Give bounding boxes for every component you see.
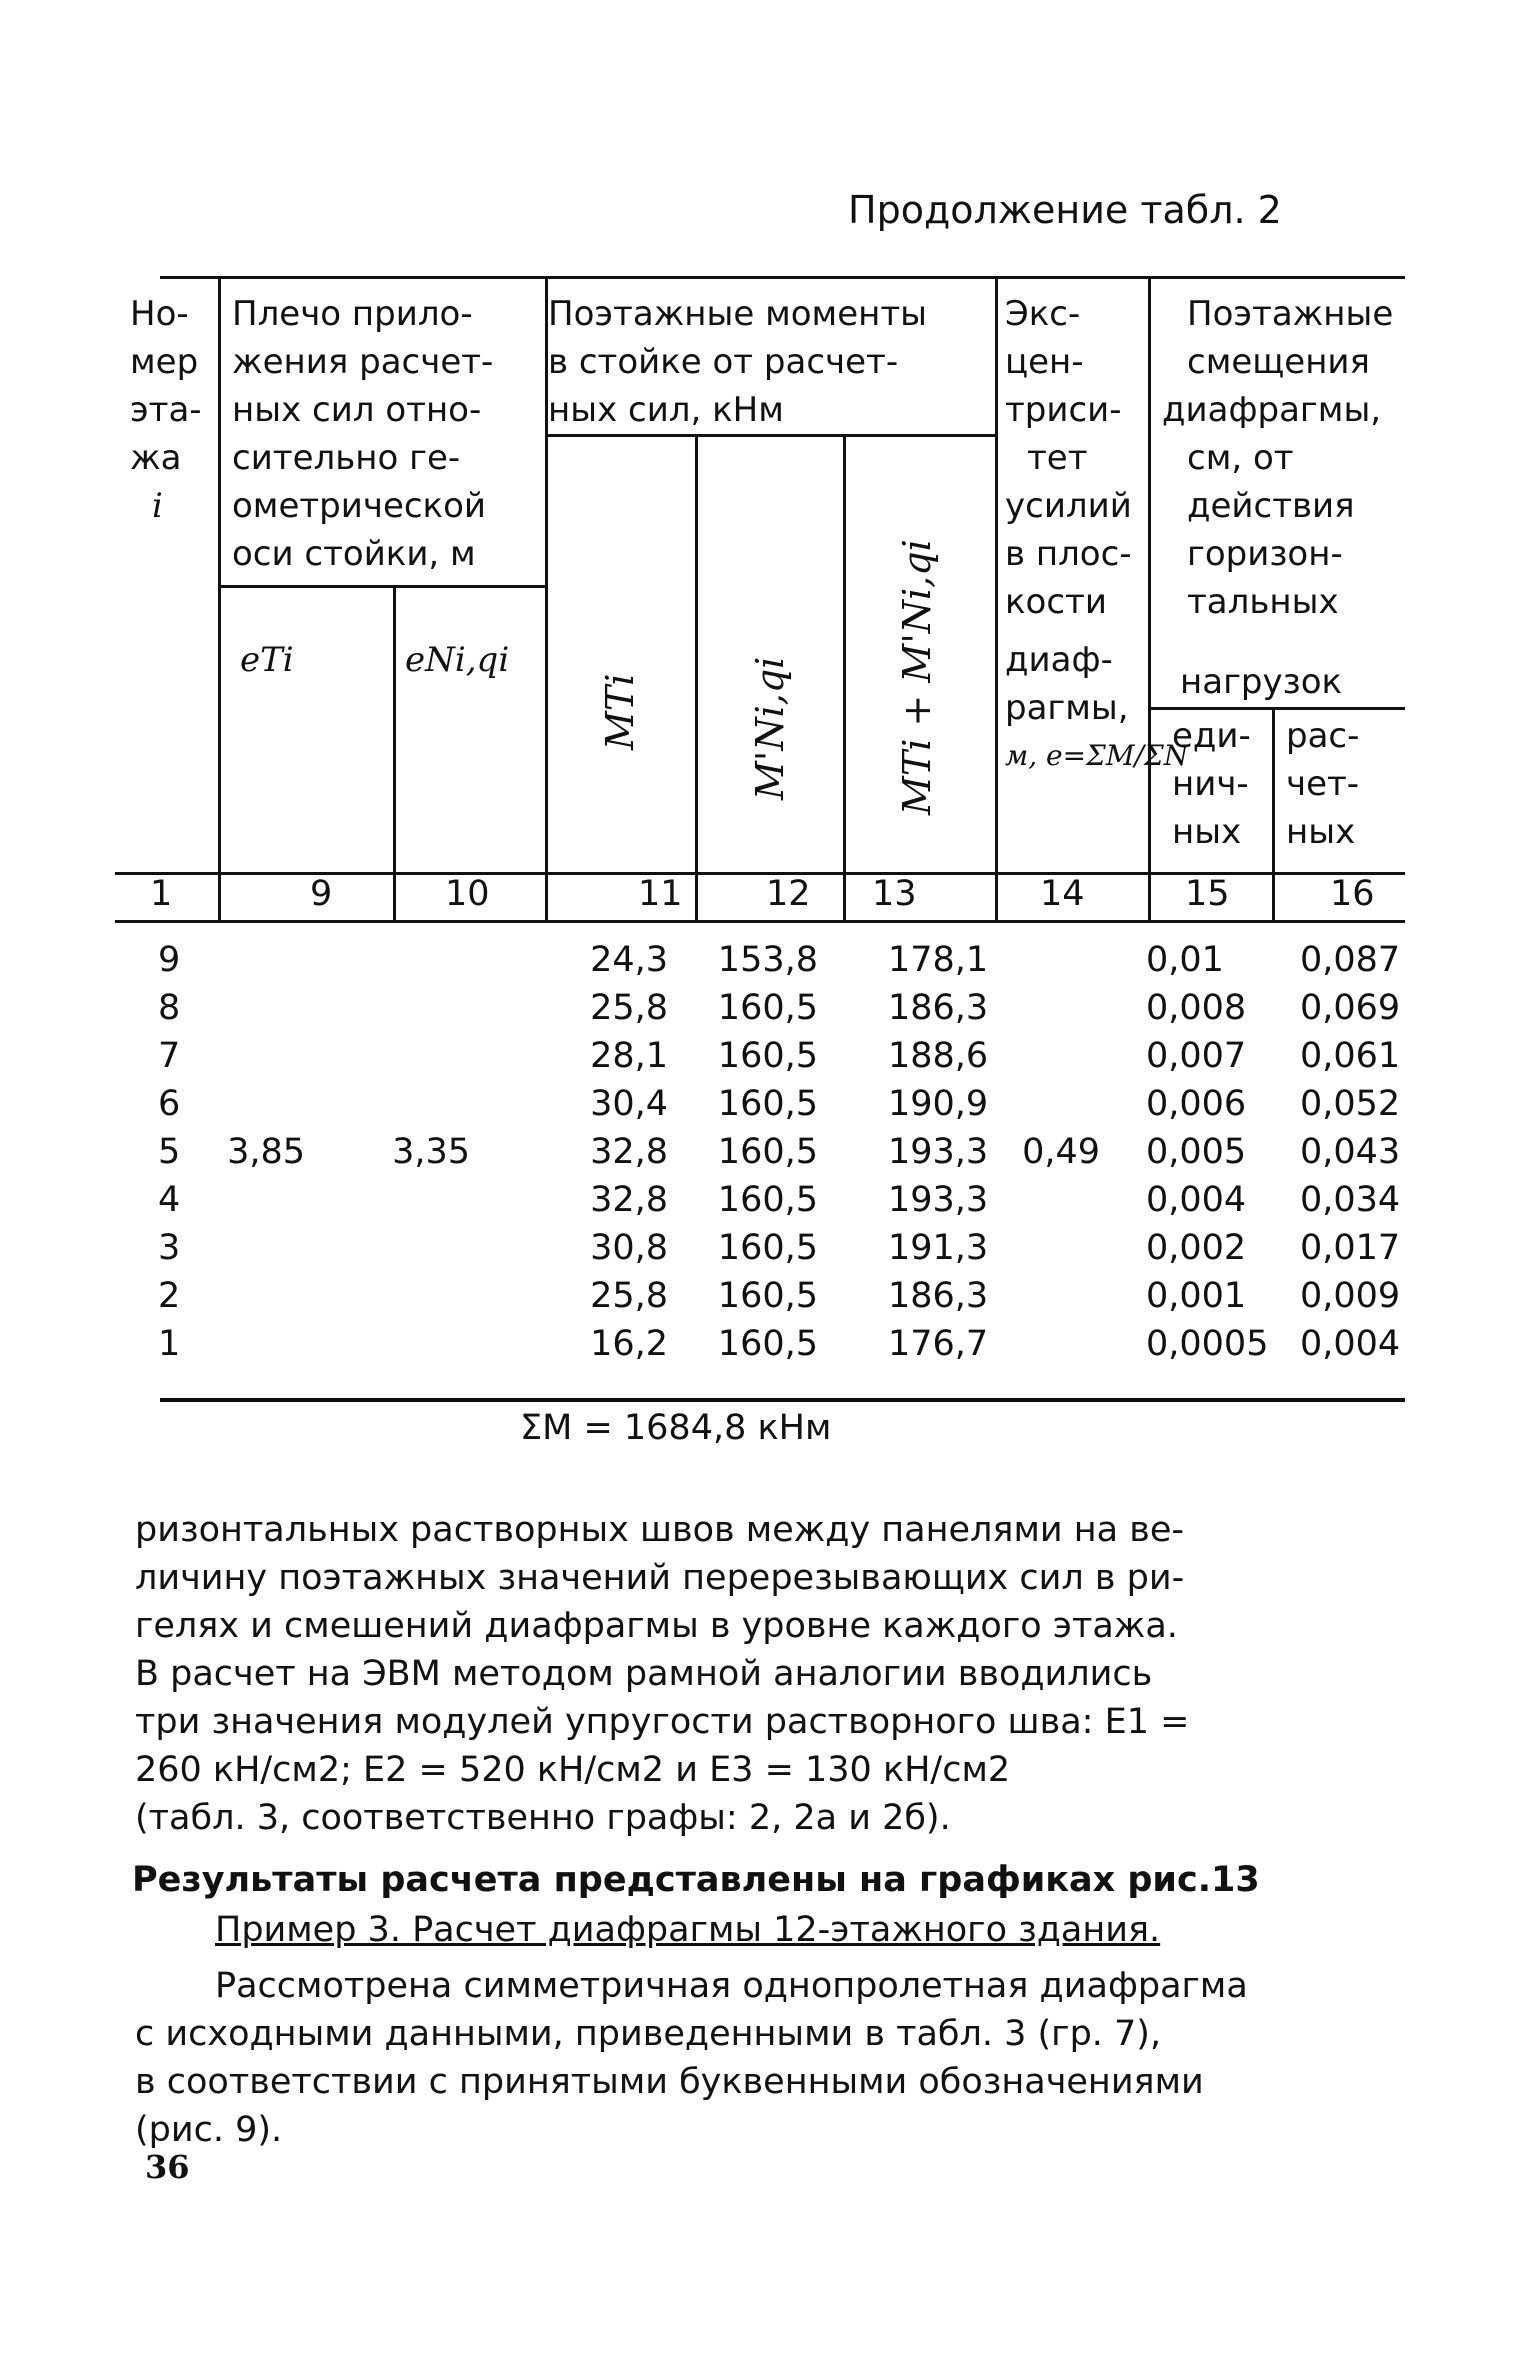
table-caption: Продолжение табл. 2	[848, 188, 1282, 232]
table-cell-n: 2	[158, 1276, 181, 1316]
table-row	[0, 1324, 1535, 1372]
table-cell-c11: 30,4	[590, 1084, 668, 1124]
table-cell-n: 9	[158, 940, 181, 980]
table-cell-c12: 160,5	[717, 1276, 818, 1316]
table-cell-n: 4	[158, 1180, 181, 1220]
table-cell-c12: 160,5	[717, 1180, 818, 1220]
table-cell-c11: 24,3	[590, 940, 668, 980]
col-number-16: 16	[1330, 874, 1375, 914]
body-paragraph-3: Рассмотрена симметричная однопролетная диафрагма с исходными данными, приведенными в табл. 3 (гр. 7), в соответствии с принятыми буквенными обозначениями (рис. 9).	[135, 1966, 1248, 2150]
table-cell-c15: 0,005	[1146, 1132, 1247, 1172]
table-cell-c12: 160,5	[717, 988, 818, 1028]
table-cell-n: 5	[158, 1132, 181, 1172]
table-cell-c13: 188,6	[888, 1036, 989, 1076]
table-cell-c16: 0,087	[1300, 940, 1401, 980]
table-cell-c16: 0,004	[1300, 1324, 1401, 1364]
table-cell-c13: 191,3	[888, 1228, 989, 1268]
col-divider-9	[393, 586, 396, 922]
table-cell-c13: 193,3	[888, 1180, 989, 1220]
table-cell-c13: 178,1	[888, 940, 989, 980]
table-cell-c9: 3,85	[227, 1132, 305, 1172]
header-moments-group: Поэтажные моменты в стойке от расчет- ных сил, кНм	[548, 294, 927, 430]
table-cell-c16: 0,017	[1300, 1228, 1401, 1268]
table-cell-c15: 0,001	[1146, 1276, 1247, 1316]
table-cell-c12: 160,5	[717, 1084, 818, 1124]
table-row	[0, 1180, 1535, 1228]
header-col10-symbol: eNi,qi	[405, 640, 510, 680]
table-cell-c12: 160,5	[717, 1228, 818, 1268]
table-cell-c13: 186,3	[888, 988, 989, 1028]
col-number-9: 9	[310, 874, 333, 914]
table-cell-c16: 0,043	[1300, 1132, 1401, 1172]
table-row	[0, 988, 1535, 1036]
table-cell-c13: 176,7	[888, 1324, 989, 1364]
header-col12-symbol: M'Ni,qi	[748, 656, 792, 800]
col-number-14: 14	[1040, 874, 1085, 914]
table-cell-c15: 0,01	[1146, 940, 1224, 980]
header-col13-symbol: MTi + M'Ni,qi	[895, 539, 939, 815]
col-number-11: 11	[638, 874, 683, 914]
lever-group-rule	[218, 585, 545, 588]
table-row	[0, 940, 1535, 988]
table-row	[0, 1228, 1535, 1276]
table-cell-c16: 0,009	[1300, 1276, 1401, 1316]
table-cell-c13: 190,9	[888, 1084, 989, 1124]
table-bottom-rule	[160, 1398, 1405, 1402]
col-divider-15	[1272, 708, 1275, 922]
table-cell-c11: 28,1	[590, 1036, 668, 1076]
table-cell-n: 3	[158, 1228, 181, 1268]
header-floor-number: Но- мер эта- жа i	[130, 294, 202, 526]
table-row	[0, 1276, 1535, 1324]
table-cell-n: 7	[158, 1036, 181, 1076]
header-col9-symbol: eTi	[240, 640, 294, 680]
table-cell-c15: 0,0005	[1146, 1324, 1269, 1364]
table-cell-c16: 0,069	[1300, 988, 1401, 1028]
table-cell-c14: 0,49	[1022, 1132, 1100, 1172]
col-number-10: 10	[445, 874, 490, 914]
header-unit-loads: еди- нич- ных	[1172, 716, 1251, 852]
col-divider-13	[995, 276, 998, 922]
table-row	[0, 1036, 1535, 1084]
table-cell-c11: 32,8	[590, 1180, 668, 1220]
table-cell-c11: 32,8	[590, 1132, 668, 1172]
table-cell-c16: 0,052	[1300, 1084, 1401, 1124]
table-cell-c11: 25,8	[590, 1276, 668, 1316]
col-number-12: 12	[766, 874, 811, 914]
body-paragraph-1: ризонтальных растворных швов между панелями на ве- личину поэтажных значений перерезывающих сил в ри- гелях и смешений диафрагмы в уровне каждого этажа. В расчет на ЭВМ методом рамной аналогии вводились три значения модулей упругости растворного шва: E1 = 260 кН/см2; E2 = 520 кН/см2 и E3 = 130 кН/см2 (табл. 3, соответственно графы: 2, 2а и 2б).	[135, 1510, 1190, 1838]
table-cell-c12: 160,5	[717, 1132, 818, 1172]
moments-group-rule	[545, 434, 995, 437]
table-cell-c13: 186,3	[888, 1276, 989, 1316]
table-cell-c15: 0,007	[1146, 1036, 1247, 1076]
table-cell-c13: 193,3	[888, 1132, 989, 1172]
header-design-loads: рас- чет- ных	[1286, 716, 1360, 852]
page-number: 36	[145, 2148, 190, 2186]
header-lever-group: Плечо прило- жения расчет- ных сил отно- сительно ге- ометрической оси стойки, м	[232, 294, 494, 574]
table-top-rule	[160, 276, 1405, 279]
sum-moments: ΣM = 1684,8 кНм	[520, 1408, 832, 1448]
header-displacements-group: Поэтажные смещения диафрагмы, см, от действия горизон- тальных	[1162, 294, 1394, 622]
table-cell-c12: 160,5	[717, 1324, 818, 1364]
table-row	[0, 1132, 1535, 1180]
table-cell-c16: 0,061	[1300, 1036, 1401, 1076]
table-cell-c12: 153,8	[717, 940, 818, 980]
table-cell-c12: 160,5	[717, 1036, 818, 1076]
example-title: Пример 3. Расчет диафрагмы 12-этажного здания.	[215, 1910, 1161, 1950]
table-cell-c11: 25,8	[590, 988, 668, 1028]
table-cell-c15: 0,006	[1146, 1084, 1247, 1124]
col-numbers-rule	[115, 920, 1405, 923]
header-loads-subgroup: нагрузок	[1180, 662, 1343, 702]
col-divider-11	[695, 436, 698, 922]
table-row	[0, 1084, 1535, 1132]
table-cell-c10: 3,35	[392, 1132, 470, 1172]
col-divider-12	[843, 436, 846, 922]
table-cell-c11: 16,2	[590, 1324, 668, 1364]
table-cell-c11: 30,8	[590, 1228, 668, 1268]
table-cell-c16: 0,034	[1300, 1180, 1401, 1220]
header-col11-symbol: MTi	[598, 673, 642, 750]
table-cell-c15: 0,008	[1146, 988, 1247, 1028]
table-cell-n: 1	[158, 1324, 181, 1364]
table-cell-n: 6	[158, 1084, 181, 1124]
col-number-15: 15	[1185, 874, 1230, 914]
col-number-13: 13	[872, 874, 917, 914]
results-sentence: Результаты расчета представлены на графиках рис.13	[132, 1860, 1260, 1900]
col-number-1: 1	[150, 874, 173, 914]
table-cell-n: 8	[158, 988, 181, 1028]
table-cell-c15: 0,002	[1146, 1228, 1247, 1268]
col-divider-1	[218, 276, 221, 922]
table-cell-c15: 0,004	[1146, 1180, 1247, 1220]
header-eccentricity: Экс- цен- триси- тет усилий в плос- кости диаф- рагмы, м, e=ΣM/ΣN	[1005, 294, 1189, 772]
